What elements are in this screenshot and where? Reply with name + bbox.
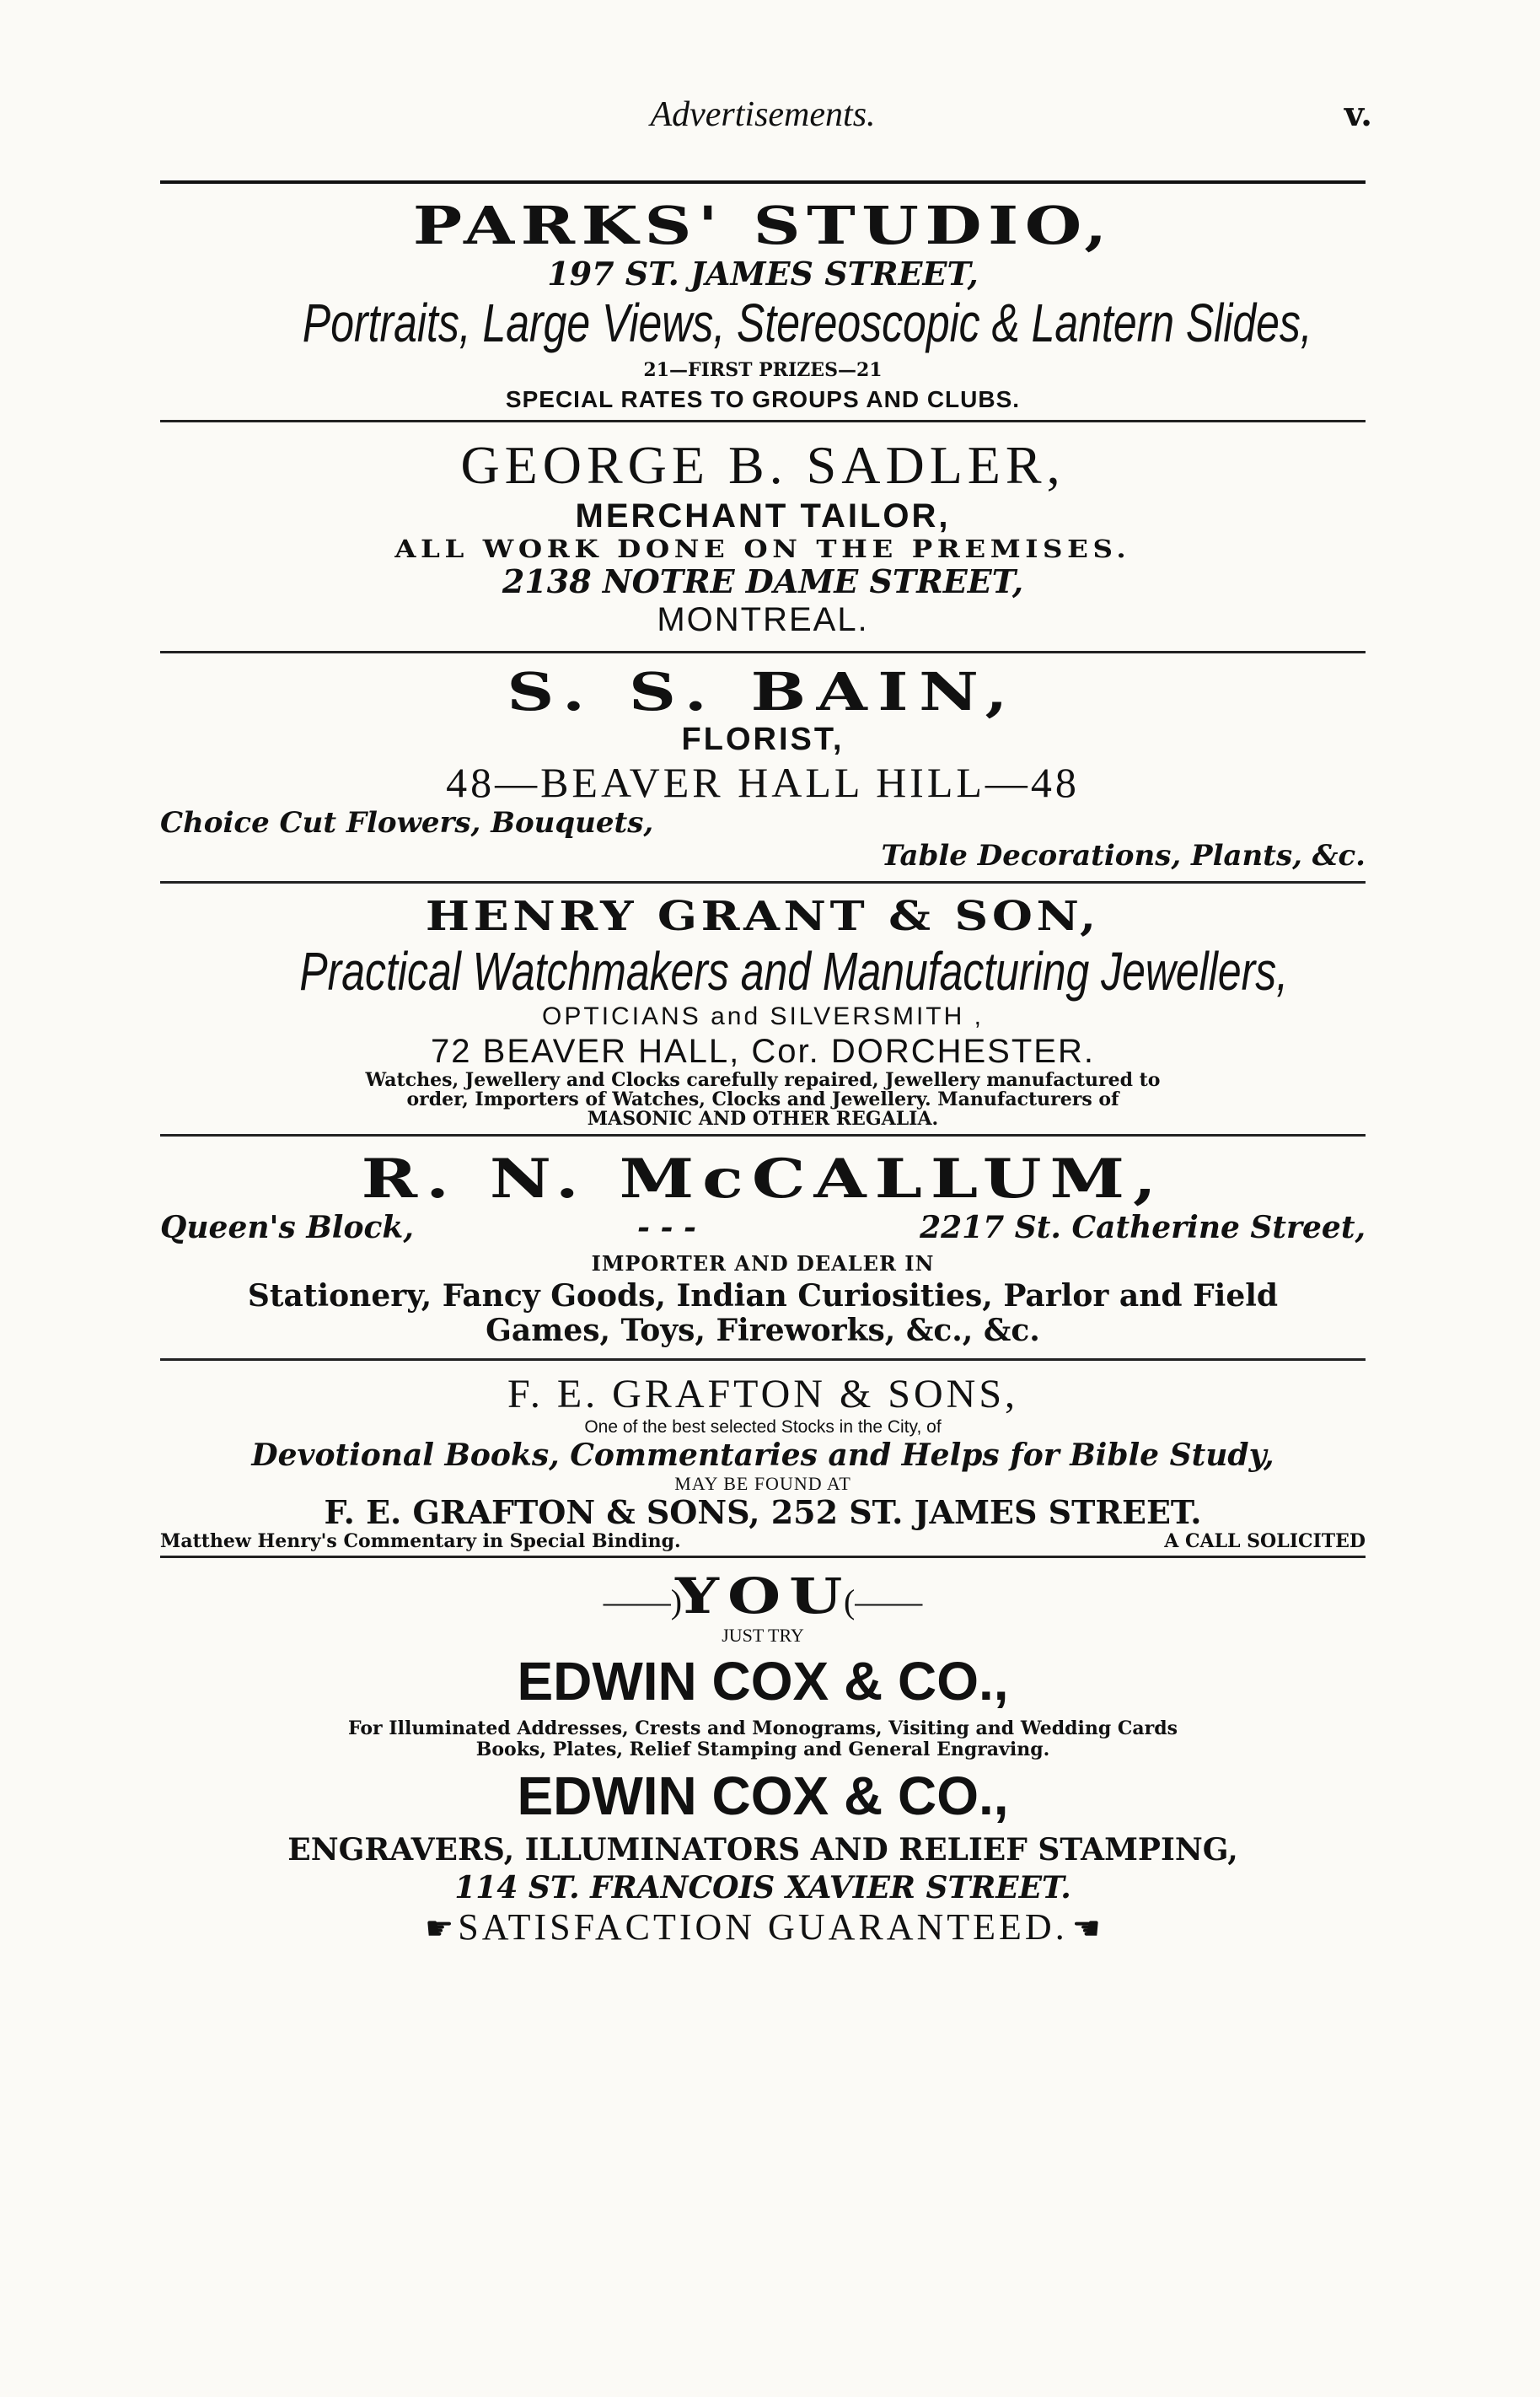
business-name: S. S. BAIN,	[507, 660, 1019, 723]
footer-line	[160, 1531, 1366, 1552]
business-name-1: EDWIN COX & CO.,	[517, 1651, 1009, 1712]
goods-line-1: Stationery, Fancy Goods, Indian Curiosities, Parlor and Field	[247, 1277, 1279, 1314]
trade: Practical Watchmakers and Manufacturing Jewellers,	[299, 940, 1289, 1002]
guarantee-line	[160, 1906, 1366, 1949]
description-line-2: Table Decorations, Plants, &c.	[881, 839, 1366, 873]
city: MONTREAL.	[657, 600, 869, 638]
address: 2217 St. Catherine Street,	[920, 1209, 1366, 1245]
business-name: PARKS' STUDIO,	[412, 195, 1113, 256]
store-address: F. E. GRAFTON & SONS, 252 ST. JAMES STREET.	[324, 1493, 1202, 1532]
running-header	[160, 91, 1372, 150]
engravers: ENGRAVERS, ILLUMINATORS AND RELIEF STAMPING,	[287, 1832, 1238, 1868]
business-name-2: EDWIN COX & CO.,	[517, 1766, 1009, 1827]
description-line-2: Books, Plates, Relief Stamping and General Engraving.	[475, 1739, 1050, 1761]
ad-ss-bain	[160, 653, 1366, 873]
premises-note: ALL WORK DONE ON THE PREMISES.	[394, 534, 1131, 563]
ad-parks-studio	[160, 184, 1366, 413]
rates: SPECIAL RATES TO GROUPS AND CLUBS.	[505, 385, 1021, 412]
prizes: 21—FIRST PRIZES—21	[643, 358, 883, 381]
call-solicited: A CALL SOLICITED	[1164, 1529, 1366, 1552]
header-title: Advertisements.	[650, 95, 876, 134]
address: 2138 NOTRE DAME STREET,	[502, 562, 1024, 600]
business-name: GEORGE B. SADLER,	[460, 435, 1065, 496]
dashes: - - -	[637, 1209, 696, 1245]
description-line-1: For Illuminated Addresses, Crests and Monograms, Visiting and Wedding Cards	[347, 1717, 1178, 1739]
ad-henry-grant	[160, 884, 1366, 1129]
location: Queen's Block,	[160, 1209, 414, 1245]
ad-edwin-cox	[160, 1558, 1366, 1948]
found-note: MAY BE FOUND AT	[674, 1473, 851, 1494]
commentary: Matthew Henry's Commentary in Special Binding.	[160, 1529, 681, 1552]
you-banner	[160, 1568, 1366, 1625]
page-number: v.	[1344, 94, 1372, 134]
business-name: HENRY GRANT & SON,	[425, 893, 1101, 941]
description-line-2: order, Importers of Watches, Clocks and Jewellery. Manufacturers of	[406, 1088, 1119, 1110]
pointing-hand-right-icon: ☛	[425, 1909, 454, 1947]
intro: One of the best selected Stocks in the City, of	[584, 1417, 942, 1438]
ad-george-sadler	[160, 422, 1366, 639]
trade: FLORIST,	[681, 721, 845, 757]
business-name: R. N. McCALLUM,	[361, 1147, 1165, 1211]
ad-rn-mccallum	[160, 1137, 1366, 1348]
address: 72 BEAVER HALL, Cor. DORCHESTER.	[431, 1032, 1095, 1070]
business-name: F. E. GRAFTON & SONS,	[507, 1372, 1019, 1417]
services: Portraits, Large Views, Stereoscopic & Lantern Slides,	[302, 292, 1312, 353]
description-line-1: Watches, Jewellery and Clocks carefully repaired, Jewellery manufactured to	[365, 1068, 1161, 1091]
you-right-flourish: (——	[843, 1583, 923, 1621]
advertisement-page	[160, 91, 1372, 1948]
address: 48—BEAVER HALL HILL—48	[446, 758, 1080, 806]
just-try: JUST TRY	[722, 1624, 804, 1646]
address: 114 ST. FRANCOIS XAVIER STREET.	[454, 1870, 1071, 1906]
trade: MERCHANT TAILOR,	[575, 497, 951, 535]
pointing-hand-left-icon: ☚	[1071, 1909, 1101, 1947]
description-line-3: MASONIC AND OTHER REGALIA.	[587, 1107, 939, 1130]
guarantee: SATISFACTION GUARANTEED.	[458, 1905, 1068, 1948]
description-line-1: Choice Cut Flowers, Bouquets,	[160, 806, 654, 841]
you-heading: YOU	[674, 1567, 851, 1626]
ad-fe-grafton	[160, 1361, 1366, 1552]
books: Devotional Books, Commentaries and Helps for Bible Study,	[251, 1437, 1274, 1473]
location-line	[160, 1211, 1366, 1245]
address: 197 ST. JAMES STREET,	[547, 255, 979, 293]
goods-line-2: Games, Toys, Fireworks, &c., &c.	[486, 1312, 1040, 1348]
importer: IMPORTER AND DEALER IN	[591, 1250, 935, 1276]
opticians: OPTICIANS and SILVERSMITH ,	[542, 1002, 984, 1031]
you-left-flourish: ——)	[603, 1583, 683, 1621]
